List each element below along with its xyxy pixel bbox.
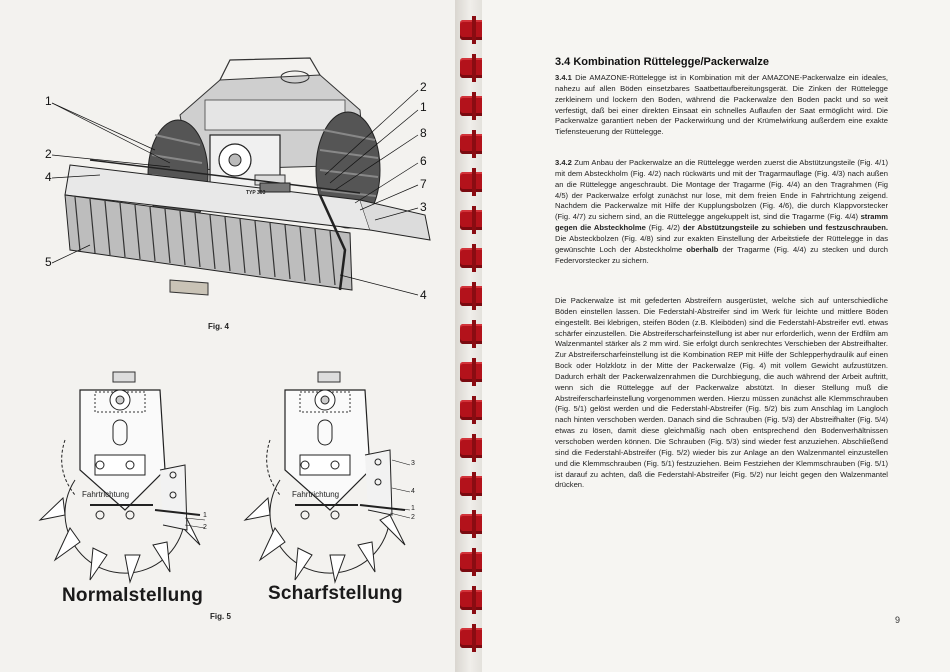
section-title: 3.4 Kombination Rüttelegge/Packerwalze	[555, 56, 769, 68]
machine-type-plate: TYP 303	[246, 190, 266, 196]
paragraph-packer-scraper: Die Packerwalze ist mit gefederten Abstreifern ausgerüstet, welche sich auf unterschiedliche Böden einstellen lassen. Die Federstahl-Abstreifer sind im Werk für leichte und mittlere Böden eingestellt. Bei klebrigen, steifen Böden (z.B. Kleiböden) sind die Federstahl-Abstreifer evtl. etwas schärfer einzustellen. Die Abstreiferscharfeinstellung ist aber nur erforderlich, wenn der Erdfilm am Walzenmantel stärker als 2 mm wird. Sie erfolgt durch senkrechtes Verschieben der Abstreifhalter. Zur Abstreiferscharfeinstellung ist die Kombination REP mit Hilfe der Schlepperhydraulik auf einen Bock oder Holzklotz in der Mitte der Packerwalze (Fig. 4) mit vollem Gewicht aufzustützen. Dadurch erhält der Packerwalzenrahmen die Durchbiegung, die auch während der Arbeit auftritt, wenn sich die Rüttelegge auf der Packerwalze abstützt. In dieser Stellung muß die Abstreiferscharfeinstellung vorgenommen werden. Hierzu müssen zunächst alle Klemmschrauben (Fig. 5/1) gelöst werden und die Federstahl-Abstreifer (Fig. 5/2) bis zum Anschlag im Langloch nach hinten verschoben werden. Danach sind die Schrauben (Fig. 5/3) der Abstreifhalter (Fig. 5/4) etwas zu lösen, damit diese gleichmäßig nach oben entsprechend den Bodenverhältnissen verschoben werden können. Die Schrauben (Fig. 5/3) sind wieder fest anzuziehen. Abschließend sind die Federstahl-Abstreifer (Fig. 5/2) wieder bis zur Anlage an den Walzenmantel einzustellen und die Klemmschrauben (Fig. 5/1) festzuziehen. Beim Festziehen der Klemmschrauben (Fig. 5/1) ist darauf zu achten, daß die Federstahl-Abstreifer (Fig. 5/2) nur leicht gegen den Walzenmantel drücken.	[555, 296, 888, 490]
fig4-callout-2-left: 2	[45, 147, 52, 161]
fig4-callout-8-right: 8	[420, 126, 427, 140]
fig5-normal-num-2: 2	[203, 524, 207, 531]
fig4-callout-4-left: 4	[45, 170, 52, 184]
fig4-machine-illustration	[30, 55, 450, 325]
page-number: 9	[895, 615, 901, 625]
fig4-callout-4-right: 4	[420, 288, 427, 302]
paragraph-text: Zum Anbau der Packerwalze an die Rüttelegge werden zuerst die Abstützungsteile (Fig. 4/1) mit dem Absteckholm (Fig. 4/2) nach rückwärts und mit der Tragarmauflage (Fig. 4/3) nach außen an die Rüttelegge angeschraubt. Die Montage der Tragarme (Fig. 4/4) an den Tragrahmen (Fig 4/5) der Packerwalze erfolgt zunächst nur lose, mit dem freien Ende in Fahrtrichtung zeigend. Nachdem die Packerwalze mit Hilfe der Kupplungsbolzen (Fig. 4/6), die durch Klappvorstecker (Fig. 4/7) zu sichern sind, an die Rüttelegge angekuppelt ist, sind die Tragarme (Fig. 4/4)	[555, 158, 888, 222]
paragraph-text: Die Absteckbolzen (Fig. 4/8) sind zur exakten Einstellung der Arbeitstiefe der Rüttelegge in das gewünschte Loch der Absteckholme	[555, 233, 888, 254]
left-page	[0, 0, 468, 672]
fig5-normal-diagram	[35, 370, 210, 585]
paragraph-3-4-2	[555, 158, 888, 266]
fig4-callout-7-right: 7	[420, 177, 427, 191]
fig4-callout-5-left: 5	[45, 255, 52, 269]
scharfstellung-caption: Scharfstellung	[268, 583, 403, 604]
paragraph-text: (Fig. 4/2)	[645, 223, 683, 233]
fig5-sharp-diagram	[240, 370, 420, 585]
emphasis-text: stramm gegen die Absteckholme	[555, 212, 888, 233]
emphasis-text: oberhalb	[686, 244, 719, 254]
paragraph-text: Die AMAZONE-Rüttelegge ist in Kombination mit der AMAZONE-Packerwalze ein ideales, nahezu auf allen Böden einsetzbares Saatbettaufbereitungsgerät. Die Zinken der Rüttelegge zerkleinern und lockern den Boden, während die Packerwalze den Boden packt und so weit verfestigt, daß bei einer direkten Einsaat ein schnelles Auflaufen der Saat ermöglicht wird. Die Packerwalze garantiert neben der Packerwirkung und der Krümelwirkung außerdem eine exakte Tiefensteuerung der Rüttelegge.	[555, 73, 888, 137]
fig5-sharp-num-4: 4	[411, 488, 415, 495]
fig5-sharp-num-2: 2	[411, 514, 415, 521]
paragraph-number: 3.4.1	[555, 73, 572, 82]
fig5-normal-num-1: 1	[203, 512, 207, 519]
fig4-callout-1-left: 1	[45, 94, 52, 108]
fig5-sharp-direction-text: Fahrtrichtung	[292, 490, 340, 499]
fig4-callout-1-right: 1	[420, 100, 427, 114]
fig4-callout-3-right: 3	[420, 200, 427, 214]
emphasis-text: der Abstützungsteile zu schieben und festzuschrauben.	[682, 223, 888, 233]
fig4-callout-2-right: 2	[420, 80, 427, 94]
paragraph-3-4-1	[555, 73, 888, 138]
fig4-label: Fig. 4	[208, 322, 229, 331]
paragraph-text: der Tragarme (Fig. 4/4) zu stecken und durch Federvorstecker zu sichern.	[555, 244, 889, 265]
paragraph-number: 3.4.2	[555, 158, 572, 167]
normalstellung-caption: Normalstellung	[62, 585, 204, 606]
fig5-normal-direction-text: Fahrtrichtung	[82, 490, 130, 499]
fig5-sharp-num-1: 1	[411, 505, 415, 512]
fig4-callout-6-right: 6	[420, 154, 427, 168]
fig5-sharp-num-3: 3	[411, 460, 415, 467]
fig5-label: Fig. 5	[210, 612, 231, 621]
